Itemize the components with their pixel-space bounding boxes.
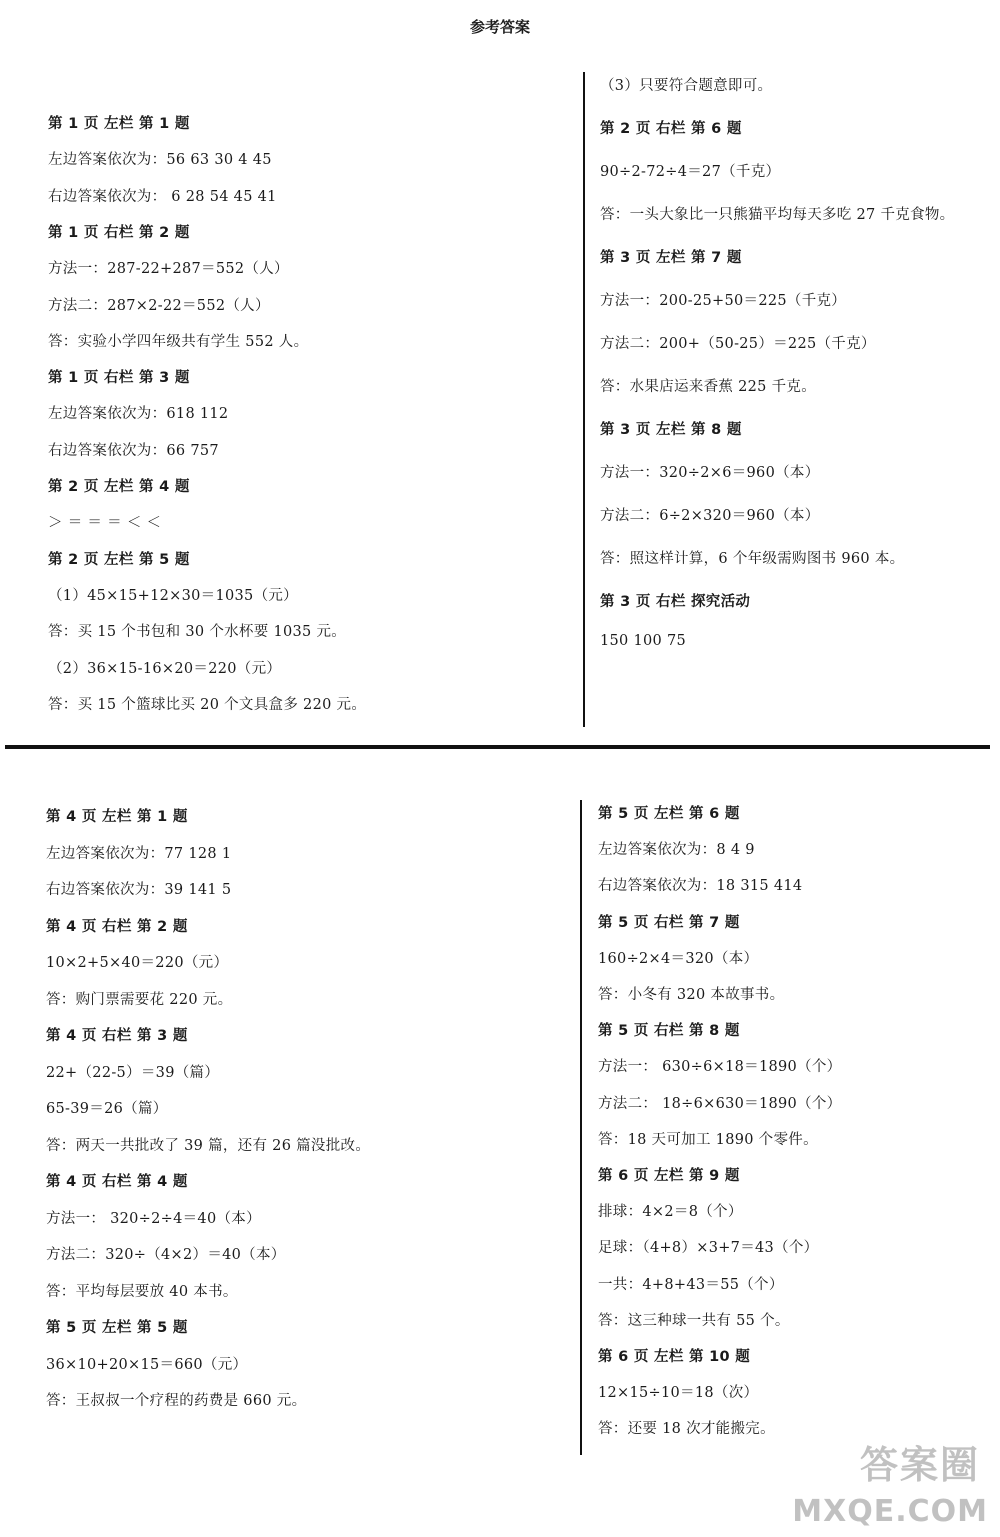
answer-line: 36×10+20×15＝660（元） — [46, 1356, 248, 1373]
answer-line: 答：18 天可加工 1890 个零件。 — [598, 1131, 818, 1148]
question-heading: 第 5 页 左栏 第 6 题 — [598, 806, 740, 822]
question-heading: 第 6 页 左栏 第 9 题 — [598, 1168, 740, 1184]
question-heading: 第 3 页 右栏 探究活动 — [600, 594, 751, 610]
question-heading: 第 4 页 右栏 第 3 题 — [46, 1028, 188, 1044]
question-heading: 第 2 页 左栏 第 4 题 — [48, 479, 190, 495]
answer-line: 答：一头大象比一只熊猫平均每天多吃 27 千克食物。 — [600, 207, 955, 223]
answer-line: 右边答案依次为：66 757 — [48, 442, 219, 459]
answer-line: 排球：4×2＝8（个） — [598, 1204, 743, 1221]
question-heading: 第 5 页 右栏 第 7 题 — [598, 914, 740, 931]
answer-line: 方法二： 18÷6×630＝1890（个） — [598, 1095, 842, 1112]
answer-line: 方法二：320÷（4×2）＝40（本） — [46, 1247, 286, 1263]
answer-line: 10×2+5×40＝220（元） — [46, 955, 229, 971]
answer-line: 22+（22-5）＝39（篇） — [46, 1064, 220, 1081]
answer-line: 90÷2-72÷4＝27（千克） — [600, 164, 781, 180]
answer-column-bottom-left — [46, 0, 576, 1537]
answer-line: （2）36×15-16×20＝220（元） — [48, 660, 282, 677]
answer-line: （1）45×15+12×30＝1035（元） — [48, 587, 298, 604]
answer-line: 答：平均每层要放 40 本书。 — [46, 1283, 238, 1300]
section-divider — [5, 745, 990, 749]
answer-line: ＞ ＝ ＝ ＝ ＜ ＜ — [48, 515, 162, 532]
question-heading: 第 1 页 左栏 第 1 题 — [48, 116, 190, 132]
answer-line: 12×15÷10＝18（次） — [598, 1385, 759, 1402]
answer-line: 左边答案依次为：56 63 30 4 45 — [48, 152, 272, 169]
answer-line: 方法二：6÷2×320＝960（本） — [600, 508, 820, 524]
answer-line: 右边答案依次为：18 315 414 — [598, 878, 803, 895]
question-heading: 第 3 页 左栏 第 7 题 — [600, 250, 742, 266]
answer-line: 左边答案依次为：8 4 9 — [598, 842, 755, 859]
answer-line: 方法二：200+（50-25）＝225（千克） — [600, 336, 876, 352]
question-heading: 第 2 页 左栏 第 5 题 — [48, 551, 190, 568]
answer-line: 答：买 15 个书包和 30 个水杯要 1035 元。 — [48, 624, 347, 641]
answer-line: 左边答案依次为：77 128 1 — [46, 845, 232, 862]
answer-line: 左边答案依次为：618 112 — [48, 406, 229, 423]
watermark-logo — [792, 1434, 988, 1529]
watermark-text-url: MXQE.COM — [792, 1494, 988, 1529]
answer-line: 答：照这样计算，6 个年级需购图书 960 本。 — [600, 551, 905, 567]
answer-line: 答：实验小学四年级共有学生 552 人。 — [48, 333, 309, 350]
answer-line: 方法一： 320÷2÷4＝40（本） — [46, 1210, 261, 1227]
question-heading: 第 2 页 右栏 第 6 题 — [600, 121, 742, 137]
answer-line: 方法一：200-25+50＝225（千克） — [600, 293, 847, 309]
answer-line: 一共：4+8+43＝55（个） — [598, 1276, 784, 1293]
answer-line: 答：水果店运来香蕉 225 千克。 — [600, 379, 816, 395]
question-heading: 第 1 页 右栏 第 3 题 — [48, 370, 190, 387]
question-heading: 第 1 页 右栏 第 2 题 — [48, 224, 190, 241]
column-divider-bottom — [580, 800, 582, 1455]
answer-line: 答：买 15 个篮球比买 20 个文具盒多 220 元。 — [48, 696, 367, 713]
question-heading: 第 4 页 右栏 第 2 题 — [46, 918, 188, 935]
question-heading: 第 6 页 左栏 第 10 题 — [598, 1349, 751, 1365]
answer-line: 答：还要 18 次才能搬完。 — [598, 1421, 775, 1438]
answer-line: 答：这三种球一共有 55 个。 — [598, 1312, 790, 1329]
answer-line: 答：两天一共批改了 39 篇，还有 26 篇没批改。 — [46, 1137, 371, 1154]
question-heading: 第 4 页 左栏 第 1 题 — [46, 809, 188, 825]
answer-line: 方法一：287-22+287＝552（人） — [48, 261, 289, 278]
watermark-text-cn: 答案圈 — [859, 1443, 980, 1487]
answer-line: 答：王叔叔一个疗程的药费是 660 元。 — [46, 1393, 307, 1409]
question-heading: 第 3 页 左栏 第 8 题 — [600, 422, 742, 438]
answer-line: 答：小冬有 320 本故事书。 — [598, 987, 785, 1003]
answer-line: 右边答案依次为： 6 28 54 45 41 — [48, 188, 277, 205]
answer-line: 方法一： 630÷6×18＝1890（个） — [598, 1059, 842, 1076]
answer-line: 160÷2×4＝320（本） — [598, 950, 759, 967]
question-heading: 第 5 页 左栏 第 5 题 — [46, 1320, 188, 1336]
answer-line: 150 100 75 — [600, 633, 687, 649]
answer-line: 答：购门票需要花 220 元。 — [46, 991, 233, 1008]
question-heading: 第 4 页 右栏 第 4 题 — [46, 1174, 188, 1190]
answer-line: 足球：（4+8）×3+7＝43（个） — [598, 1240, 819, 1257]
answer-line: 方法二：287×2-22＝552（人） — [48, 297, 270, 314]
answer-line: 65-39＝26（篇） — [46, 1101, 168, 1117]
page-title: 参考答案 — [469, 18, 530, 36]
answer-column-bottom-right — [598, 0, 993, 1537]
answer-line: 右边答案依次为：39 141 5 — [46, 882, 232, 898]
question-heading: 第 5 页 右栏 第 8 题 — [598, 1023, 740, 1040]
answer-line: 方法一：320÷2×6＝960（本） — [600, 465, 820, 481]
column-divider-top — [583, 72, 585, 727]
answer-line: （3）只要符合题意即可。 — [600, 78, 773, 94]
